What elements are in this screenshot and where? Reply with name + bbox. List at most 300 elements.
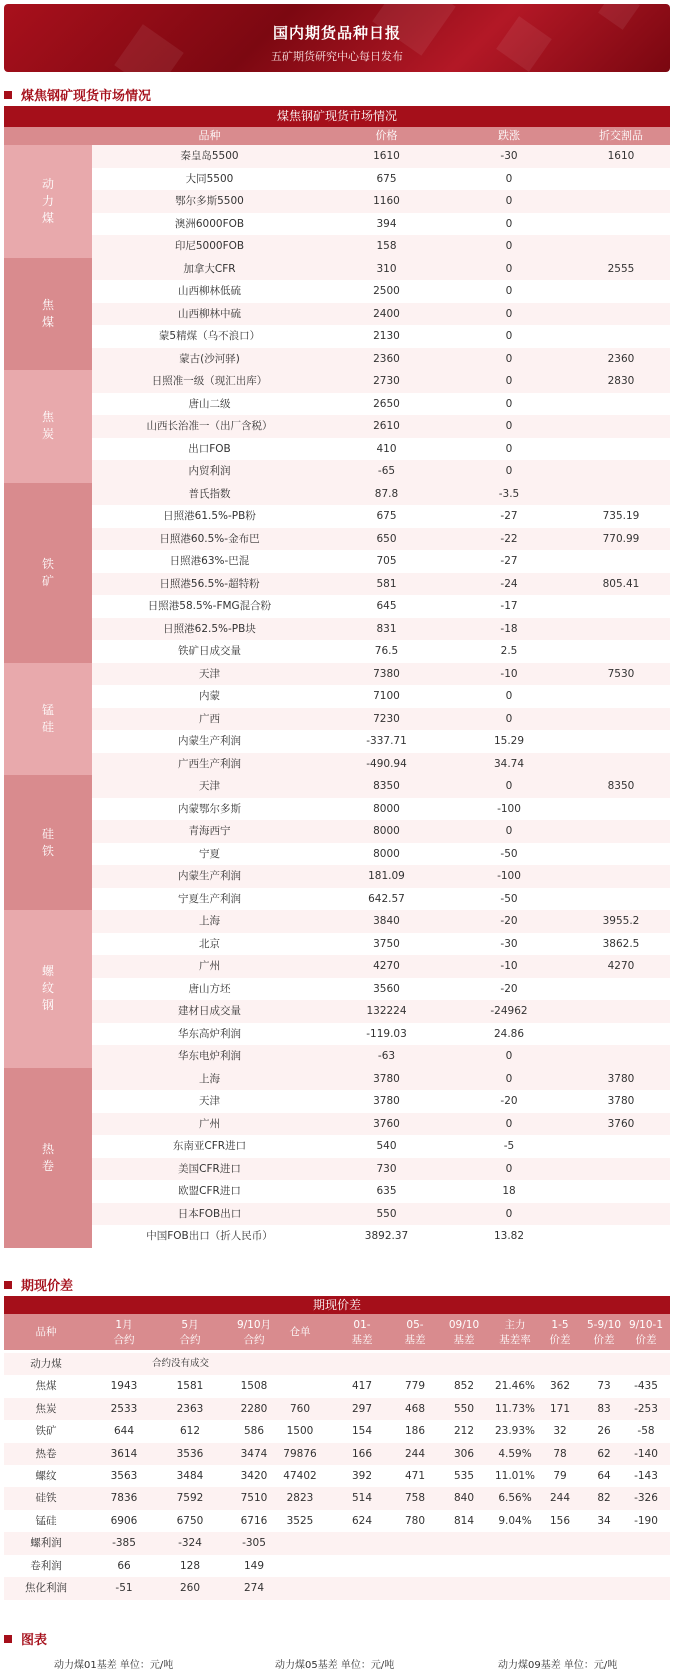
table-row <box>92 348 670 371</box>
cell-value: 2280 <box>240 1402 268 1415</box>
cell-value: 1508 <box>240 1380 268 1393</box>
delivery-price: 3955.2 <box>602 915 640 927</box>
table-row <box>92 1203 670 1226</box>
section-basis <box>4 1275 73 1294</box>
cell-value: 73 <box>597 1380 611 1393</box>
header-banner <box>4 4 670 72</box>
group-name: 动力煤 <box>41 176 54 225</box>
cell-value: 171 <box>549 1402 571 1415</box>
price-value: 2400 <box>373 307 400 320</box>
column-header: 基差 <box>453 1334 475 1346</box>
cell-value: 3484 <box>176 1470 204 1482</box>
cell-value: 79876 <box>283 1447 317 1460</box>
table-row <box>92 820 670 843</box>
cell-value: 156 <box>549 1514 571 1527</box>
cell-value: 471 <box>404 1470 426 1482</box>
item-name: 内蒙生产利润 <box>178 870 241 882</box>
change-value: -20 <box>500 982 518 995</box>
table-row <box>4 1375 670 1398</box>
cell-value: 814 <box>453 1514 475 1527</box>
table-row <box>92 415 670 438</box>
cell-value: -324 <box>178 1537 202 1550</box>
change-value: -30 <box>500 150 518 162</box>
price-value: 4270 <box>373 960 400 972</box>
table-row <box>4 1577 670 1600</box>
group-name: 焦煤 <box>41 297 54 329</box>
price-value: 550 <box>376 1207 397 1220</box>
price-value: 2650 <box>373 397 400 410</box>
price-value: 2500 <box>373 285 400 297</box>
cell-value: 4.59% <box>498 1447 532 1460</box>
cell-value: 840 <box>453 1492 475 1505</box>
item-name: 山西长治准一（出厂含税） <box>146 420 273 432</box>
change-value: 0 <box>505 712 513 725</box>
change-value: 0 <box>505 420 513 432</box>
delivery-price: 8350 <box>607 780 635 792</box>
price-value: 7230 <box>373 712 400 725</box>
item-name: 中国FOB出口（折人民币） <box>146 1230 273 1242</box>
cell-value: 3420 <box>240 1470 268 1482</box>
price-value: 158 <box>376 240 397 252</box>
change-value: -27 <box>500 510 518 522</box>
section-marker-icon <box>4 91 12 99</box>
change-value: 0 <box>505 217 513 230</box>
cell-value: -253 <box>634 1402 658 1415</box>
item-name: 秦皇岛5500 <box>180 150 239 162</box>
price-value: -490.94 <box>366 757 407 770</box>
item-name: 蒙古(沙河驿) <box>179 352 240 365</box>
cell-value: 624 <box>351 1514 373 1527</box>
table-row <box>92 505 670 528</box>
table-row <box>92 618 670 641</box>
cell-value: 合约没有成交 <box>152 1358 210 1369</box>
cell-value: 760 <box>289 1402 311 1415</box>
change-value: 0 <box>505 825 513 837</box>
change-value: 0 <box>505 690 513 702</box>
delivery-price: 1610 <box>607 150 635 162</box>
price-value: 3840 <box>373 915 400 927</box>
table-row <box>92 1135 670 1158</box>
item-name: 天津 <box>199 780 220 792</box>
table-row <box>92 438 670 461</box>
cell-value: 7592 <box>176 1492 204 1505</box>
table-row <box>4 1420 670 1443</box>
change-value: -20 <box>500 1095 518 1107</box>
column-header: 合约 <box>243 1334 265 1346</box>
delivery-price: 2360 <box>607 352 635 365</box>
price-value: 2130 <box>373 330 400 342</box>
price-value: 3560 <box>373 982 400 995</box>
cell-value: 186 <box>404 1425 426 1438</box>
column-header: 05- <box>406 1319 424 1331</box>
change-value: 0 <box>505 352 513 365</box>
group-label <box>4 370 92 483</box>
price-value: 76.5 <box>374 645 399 657</box>
cell-value: 23.93% <box>494 1425 536 1438</box>
price-value: 1160 <box>373 195 400 207</box>
table-row <box>92 280 670 303</box>
cell-value: -385 <box>112 1537 136 1550</box>
cell-value: 274 <box>243 1582 265 1594</box>
item-name: 欧盟CFR进口 <box>178 1185 241 1197</box>
table-row <box>92 325 670 348</box>
table-row <box>92 528 670 551</box>
change-value: 0 <box>505 240 513 252</box>
chart-caption: 动力煤01基差 单位：元/吨 <box>54 1660 174 1671</box>
item-name: 日照准一级（现汇出库） <box>151 375 268 387</box>
table-row <box>92 595 670 618</box>
price-value: 181.09 <box>368 870 405 882</box>
price-value: 8350 <box>373 780 400 792</box>
section-title: 煤焦钢矿现货市场情况 <box>21 89 152 104</box>
price-value: -119.03 <box>366 1027 407 1040</box>
item-name: 华东高炉利润 <box>178 1027 241 1040</box>
table-row <box>92 663 670 686</box>
spot-table-header <box>4 127 670 145</box>
price-value: 650 <box>376 532 397 545</box>
cell-value: 11.01% <box>494 1470 536 1482</box>
price-value: 8000 <box>373 825 400 837</box>
cell-value: 244 <box>404 1447 426 1460</box>
cell-value: 2823 <box>286 1492 314 1505</box>
cell-value: 535 <box>453 1470 475 1482</box>
price-value: 1610 <box>373 150 400 162</box>
change-value: 34.74 <box>493 757 525 770</box>
table-row <box>92 955 670 978</box>
delivery-price: 2830 <box>607 375 635 387</box>
cell-value: 154 <box>351 1425 373 1438</box>
column-header: 仓单 <box>289 1326 311 1338</box>
cell-value: 758 <box>404 1492 426 1505</box>
cell-value: 297 <box>351 1402 373 1415</box>
section-spot-market <box>4 85 151 104</box>
table-row <box>92 1180 670 1203</box>
change-value: 13.82 <box>493 1230 525 1242</box>
item-name: 山西柳林低硫 <box>178 285 241 297</box>
delivery-price: 3862.5 <box>602 937 640 950</box>
group-name: 锰硅 <box>41 702 54 734</box>
cell-value: 79 <box>553 1470 567 1482</box>
item-name: 蒙5精煤（乌不浪口） <box>158 330 261 342</box>
table-row <box>92 1090 670 1113</box>
cell-value: 586 <box>243 1425 265 1438</box>
cell-value: 3474 <box>240 1447 268 1460</box>
cell-value: 1943 <box>110 1380 138 1393</box>
cell-value: 306 <box>453 1447 475 1460</box>
cell-value: 468 <box>404 1402 426 1415</box>
basis-table-header <box>4 1314 670 1350</box>
cell-value: 6716 <box>240 1514 268 1527</box>
cell-value: 34 <box>597 1514 611 1527</box>
price-value: -63 <box>377 1050 396 1062</box>
cell-value: 392 <box>351 1470 373 1482</box>
cell-value: -51 <box>115 1582 133 1594</box>
cell-value: 62 <box>597 1447 611 1460</box>
table-row <box>92 213 670 236</box>
cell-value: 26 <box>597 1425 611 1438</box>
table-row <box>92 1000 670 1023</box>
column-header: 基差 <box>404 1334 426 1346</box>
column-header: 1月 <box>115 1319 133 1331</box>
column-header: 价格 <box>375 129 398 142</box>
cell-value: 21.46% <box>494 1380 536 1393</box>
section-marker-icon <box>4 1635 12 1643</box>
delivery-price: 805.41 <box>602 577 640 590</box>
item-name: 上海 <box>199 1072 220 1085</box>
group-label <box>4 483 92 663</box>
item-name: 螺纹 <box>35 1470 57 1482</box>
column-header: 品种 <box>35 1326 57 1338</box>
table-row <box>92 460 670 483</box>
change-value: -10 <box>500 667 518 680</box>
column-header: 基差率 <box>499 1334 531 1346</box>
item-name: 铁矿 <box>35 1425 57 1438</box>
table-row <box>92 190 670 213</box>
change-value: -20 <box>500 915 518 927</box>
section-charts <box>4 1629 47 1648</box>
cell-value: 7510 <box>240 1492 268 1505</box>
cell-value: -190 <box>634 1514 658 1527</box>
change-value: 0 <box>505 1072 513 1085</box>
price-value: 730 <box>376 1162 397 1175</box>
price-value: 2610 <box>373 420 400 432</box>
column-header: 1-5 <box>551 1319 569 1331</box>
delivery-price: 3760 <box>607 1117 635 1130</box>
item-name: 内贸利润 <box>188 465 231 477</box>
change-value: 0 <box>505 465 513 477</box>
item-name: 山西柳林中硫 <box>178 307 241 320</box>
table-row <box>4 1398 670 1421</box>
item-name: 螺利润 <box>30 1537 62 1550</box>
group-label <box>4 258 92 371</box>
price-value: 8000 <box>373 802 400 815</box>
price-value: 675 <box>376 172 397 185</box>
delivery-price: 3780 <box>607 1095 635 1107</box>
column-header: 跌涨 <box>498 129 520 142</box>
item-name: 华东电炉利润 <box>178 1050 241 1062</box>
table-row <box>92 258 670 281</box>
change-value: -18 <box>500 622 518 635</box>
cell-value: -143 <box>634 1470 658 1482</box>
delivery-price: 2555 <box>607 262 635 275</box>
table-row <box>92 168 670 191</box>
cell-value: 6750 <box>176 1514 204 1527</box>
item-name: 广西生产利润 <box>178 757 241 770</box>
cell-value: -140 <box>634 1447 658 1460</box>
section-title: 期现价差 <box>21 1279 74 1294</box>
table-row <box>92 775 670 798</box>
section-marker-icon <box>4 1281 12 1289</box>
basis-table-title: 期现价差 <box>4 1296 670 1314</box>
spot-table-title: 煤焦钢矿现货市场情况 <box>4 106 670 127</box>
table-row <box>92 1045 670 1068</box>
table-row <box>4 1532 670 1555</box>
cell-value: 7836 <box>110 1492 138 1505</box>
cell-value: 644 <box>113 1425 135 1438</box>
column-header: 折交割品 <box>599 129 643 142</box>
price-value: 3780 <box>373 1095 400 1107</box>
price-value: 705 <box>376 555 397 567</box>
change-value: -5 <box>503 1140 515 1152</box>
item-name: 鄂尔多斯5500 <box>175 195 244 207</box>
column-header: 合约 <box>179 1334 201 1346</box>
table-row <box>92 843 670 866</box>
table-row <box>92 573 670 596</box>
table-row <box>92 1113 670 1136</box>
delivery-price: 735.19 <box>602 510 640 522</box>
price-value: 8000 <box>373 847 400 860</box>
column-header: 合约 <box>113 1334 135 1346</box>
change-value: 0 <box>505 1162 513 1175</box>
column-header: 5-9/10 <box>586 1319 622 1331</box>
change-value: 0 <box>505 330 513 342</box>
cell-value: 64 <box>597 1470 611 1482</box>
change-value: -50 <box>500 892 518 905</box>
price-value: -65 <box>377 465 396 477</box>
change-value: 0 <box>505 1117 513 1130</box>
item-name: 澳洲6000FOB <box>174 217 245 230</box>
table-row <box>92 708 670 731</box>
delivery-price: 3780 <box>607 1072 635 1085</box>
cell-value: 3614 <box>110 1447 138 1460</box>
item-name: 焦煤 <box>35 1380 57 1393</box>
change-value: -24962 <box>490 1005 528 1017</box>
cell-value: 612 <box>179 1425 201 1438</box>
table-row <box>92 303 670 326</box>
chart-caption: 动力煤05基差 单位：元/吨 <box>275 1660 395 1671</box>
cell-value: 11.73% <box>494 1402 536 1415</box>
change-value: -24 <box>500 577 518 590</box>
change-value: 2.5 <box>500 645 518 657</box>
cell-value: 78 <box>553 1447 567 1460</box>
group-label <box>4 910 92 1068</box>
table-row <box>92 483 670 506</box>
column-header: 5月 <box>181 1319 199 1331</box>
change-value: 15.29 <box>493 735 525 747</box>
change-value: -30 <box>500 937 518 950</box>
table-row <box>92 865 670 888</box>
item-name: 广州 <box>199 1117 220 1130</box>
price-value: 642.57 <box>368 892 405 905</box>
item-name: 广西 <box>199 712 220 725</box>
table-row <box>92 370 670 393</box>
table-row <box>92 1068 670 1091</box>
table-row <box>92 978 670 1001</box>
item-name: 广州 <box>199 960 220 972</box>
change-value: 0 <box>505 442 513 455</box>
item-name: 加拿大CFR <box>183 262 236 275</box>
item-name: 日照港61.5%-PB粉 <box>163 510 256 522</box>
item-name: 内蒙 <box>199 690 220 702</box>
item-name: 日照港56.5%-超特粉 <box>159 577 260 590</box>
section-title: 图表 <box>21 1633 48 1648</box>
item-name: 焦炭 <box>35 1402 57 1415</box>
item-name: 天津 <box>199 1095 220 1107</box>
cell-value: 6906 <box>110 1514 138 1527</box>
price-value: -337.71 <box>366 735 407 747</box>
chart-caption: 动力煤09基差 单位：元/吨 <box>498 1660 618 1671</box>
page-subtitle: 五矿期货研究中心每日发布 <box>271 50 403 63</box>
table-row <box>4 1353 670 1376</box>
item-name: 日照港58.5%-FMG混合粉 <box>147 600 272 612</box>
column-header: 价差 <box>549 1334 571 1346</box>
item-name: 日照港63%-巴混 <box>169 555 250 567</box>
item-name: 青海西宁 <box>188 825 231 837</box>
item-name: 东南亚CFR进口 <box>172 1140 247 1152</box>
group-label <box>4 663 92 776</box>
price-value: 645 <box>376 600 397 612</box>
group-label <box>4 1068 92 1248</box>
table-row <box>92 550 670 573</box>
change-value: 0 <box>505 195 513 207</box>
cell-value: 66 <box>117 1559 131 1572</box>
change-value: 0 <box>505 1050 513 1062</box>
table-row <box>92 1225 670 1248</box>
item-name: 出口FOB <box>188 442 231 455</box>
group-name: 热卷 <box>41 1141 54 1173</box>
table-row <box>92 685 670 708</box>
cell-value: 780 <box>404 1514 426 1527</box>
column-header: 9/10月 <box>236 1319 272 1331</box>
price-value: 87.8 <box>374 487 399 500</box>
price-value: 3892.37 <box>364 1230 409 1242</box>
group-name: 焦炭 <box>41 410 54 442</box>
table-row <box>92 1023 670 1046</box>
cell-value: 149 <box>243 1559 265 1572</box>
item-name: 美国CFR进口 <box>178 1162 241 1175</box>
group-name: 铁矿 <box>41 556 54 588</box>
change-value: 24.86 <box>493 1027 525 1040</box>
group-label <box>4 775 92 910</box>
change-value: 0 <box>505 1207 513 1220</box>
cell-value: 3525 <box>286 1514 314 1527</box>
price-value: 394 <box>376 217 397 230</box>
cell-value: 514 <box>351 1492 373 1505</box>
column-header: 品种 <box>198 129 221 142</box>
item-name: 卷利润 <box>30 1559 62 1572</box>
table-row <box>92 753 670 776</box>
cell-value: 32 <box>553 1425 567 1438</box>
price-value: 132224 <box>366 1005 407 1017</box>
item-name: 内蒙生产利润 <box>178 735 241 747</box>
table-row <box>92 1158 670 1181</box>
cell-value: 82 <box>597 1492 611 1505</box>
price-value: 675 <box>376 510 397 522</box>
table-row <box>4 1443 670 1466</box>
price-value: 2360 <box>373 352 400 365</box>
column-header: 9/10-1 <box>628 1319 664 1331</box>
group-label <box>4 145 92 258</box>
cell-value: 166 <box>351 1447 373 1460</box>
column-header: 09/10 <box>448 1319 480 1331</box>
item-name: 普氏指数 <box>188 487 231 500</box>
change-value: -3.5 <box>498 487 520 500</box>
delivery-price: 4270 <box>607 960 635 972</box>
change-value: 0 <box>505 285 513 297</box>
cell-value: 9.04% <box>498 1514 532 1527</box>
cell-value: 362 <box>549 1380 571 1393</box>
price-value: 581 <box>376 577 397 590</box>
change-value: 0 <box>505 172 513 185</box>
price-value: 7100 <box>373 690 400 702</box>
column-header: 主力 <box>504 1319 526 1331</box>
item-name: 天津 <box>199 667 220 680</box>
change-value: 0 <box>505 262 513 275</box>
item-name: 内蒙鄂尔多斯 <box>178 802 241 815</box>
price-value: 7380 <box>373 667 400 680</box>
cell-value: 1500 <box>286 1425 314 1438</box>
price-value: 410 <box>376 442 397 455</box>
